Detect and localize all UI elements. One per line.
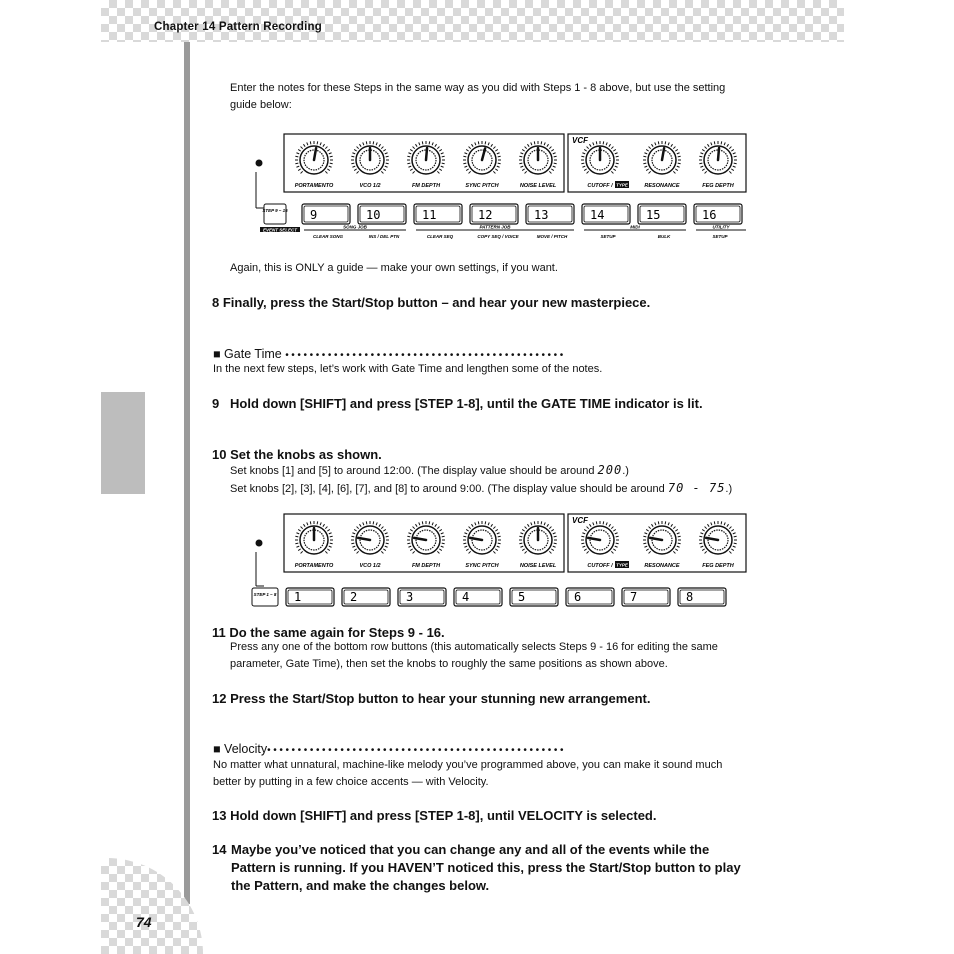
knob-label: FEG DEPTH	[702, 563, 734, 569]
knob[interactable]	[699, 521, 737, 569]
dot-leader: ••••••••••••••••••••••••••••••••••••••••••••••	[285, 350, 566, 361]
step-button-label: 3	[406, 590, 414, 604]
knob-label: FM DEPTH	[411, 183, 441, 189]
svg-text:SONG JOB: SONG JOB	[343, 224, 367, 230]
step-8: 8 Finally, press the Start/Stop button – and hear your new masterpiece.	[212, 295, 651, 310]
page-number: 74	[136, 914, 152, 930]
button-group-label	[696, 225, 746, 231]
vcf-label: VCF	[572, 136, 588, 145]
knob[interactable]	[519, 141, 557, 189]
step-9-16-button[interactable]	[264, 204, 286, 224]
velocity-desc: No matter what unnatural, machine-like melody you’ve programmed above, you can make it sound much better by putting in a few choice accents — with Velocity.	[213, 759, 723, 788]
gate-time-title: Gate Time	[224, 347, 282, 361]
step-button-11[interactable]	[414, 204, 462, 224]
step-button-label: 15	[646, 208, 661, 222]
knob-pointer	[426, 148, 427, 160]
knob-label: VCO 1/2	[359, 183, 381, 189]
button-sub-label: BULK	[657, 234, 671, 239]
panel-steps-9-16	[250, 132, 750, 244]
knob-label: CUTOFF /	[587, 183, 613, 189]
button-sub-label: CLEAR SEQ	[426, 234, 454, 239]
knob[interactable]	[463, 141, 501, 189]
chapter-title: Chapter 14 Pattern Recording	[154, 21, 322, 33]
svg-text:UTILITY: UTILITY	[712, 224, 730, 230]
step-14-number: 14	[212, 842, 227, 857]
step-button-label: 10	[366, 208, 381, 222]
step-button-label: 6	[574, 590, 582, 604]
dot-leader: •••••••••••••••••••••••••••••••••••••••••••••••••	[267, 745, 567, 756]
button-group-label	[584, 225, 686, 231]
knob[interactable]	[581, 141, 629, 189]
step-button-15[interactable]	[638, 204, 686, 224]
knob[interactable]	[463, 521, 501, 569]
step-button-7[interactable]	[622, 588, 670, 606]
knob-label: SYNC PITCH	[465, 183, 499, 189]
event-select-label: EVENT SELECT	[262, 227, 298, 233]
knob[interactable]	[699, 141, 737, 189]
step-button-label: 16	[702, 208, 717, 222]
step-button-3[interactable]	[398, 588, 446, 606]
step-button-label: 1	[294, 590, 302, 604]
step-10-line1	[230, 462, 770, 480]
button-group-label	[304, 225, 406, 231]
step-1-8-label: STEP 1 – 8	[253, 592, 277, 597]
lcd-value-200: 200	[597, 463, 623, 477]
gate-time-desc: In the next few steps, let’s work with Gate Time and lengthen some of the notes.	[213, 363, 603, 375]
panel-steps-1-8	[250, 512, 750, 612]
step-button-1[interactable]	[286, 588, 334, 606]
step-button-label: 13	[534, 208, 549, 222]
knob[interactable]	[519, 521, 557, 569]
knob[interactable]	[581, 521, 629, 569]
step-button-label: 4	[462, 590, 470, 604]
line2-text: Set knobs [2], [3], [4], [6], [7], and [8] to around 9:00. (The display value should be around	[230, 483, 668, 495]
knob-label: CUTOFF /	[587, 563, 613, 569]
step-9-number: 9	[212, 396, 220, 411]
knob-label: NOISE LEVEL	[519, 563, 557, 569]
step-button-label: 12	[478, 208, 493, 222]
step-11-title: 11 Do the same again for Steps 9 - 16.	[212, 625, 445, 640]
button-group-label	[416, 225, 574, 231]
type-badge-label: TYPE	[616, 182, 628, 188]
button-sub-label: CLEAR SONG	[312, 234, 344, 239]
knob-label: RESONANCE	[644, 183, 680, 189]
step-13: 13 Hold down [SHIFT] and press [STEP 1-8], until VELOCITY is selected.	[212, 808, 657, 823]
step-12: 12 Press the Start/Stop button to hear your stunning new arrangement.	[212, 691, 651, 706]
knob[interactable]	[351, 141, 389, 189]
knob[interactable]	[643, 521, 681, 569]
step-button-14[interactable]	[582, 204, 630, 224]
svg-text:PATTERN JOB: PATTERN JOB	[479, 224, 511, 230]
step-button-5[interactable]	[510, 588, 558, 606]
button-sub-label: SETUP	[712, 234, 728, 239]
knob-label: FEG DEPTH	[702, 183, 734, 189]
step-button-6[interactable]	[566, 588, 614, 606]
side-rule	[184, 42, 190, 904]
intro-text: Enter the notes for these Steps in the same way as you did with Steps 1 - 8 above, but use the setting guide below:	[230, 82, 726, 111]
button-sub-label: SETUP	[600, 234, 616, 239]
square-bullet-icon: ■	[213, 742, 221, 756]
knob[interactable]	[407, 521, 445, 569]
lcd-value-70-75: 70 - 75	[667, 481, 726, 495]
svg-text:MIDI: MIDI	[630, 224, 640, 230]
knob-label: NOISE LEVEL	[519, 183, 557, 189]
line2-end: .)	[725, 483, 733, 495]
step-9-16-label: STEP 9 – 16	[262, 208, 288, 213]
step-button-2[interactable]	[342, 588, 390, 606]
step-button-label: 2	[350, 590, 358, 604]
step-10-title: 10 Set the knobs as shown.	[212, 447, 382, 462]
control-panel-diagram	[250, 132, 750, 244]
led-indicator	[256, 160, 263, 167]
button-sub-label: MOVE / PITCH	[536, 234, 568, 239]
control-panel-diagram	[250, 512, 750, 612]
knob[interactable]	[351, 521, 389, 569]
step-button-9[interactable]	[302, 204, 350, 224]
step-button-label: 5	[518, 590, 526, 604]
knob[interactable]	[295, 521, 334, 569]
step-button-13[interactable]	[526, 204, 574, 224]
line1-end: .)	[622, 465, 629, 477]
knob[interactable]	[407, 141, 445, 189]
step-button-10[interactable]	[358, 204, 406, 224]
type-badge-label: TYPE	[616, 562, 628, 568]
step-button-label: 8	[686, 590, 694, 604]
knob-label: PORTAMENTO	[294, 183, 334, 189]
knob-label: RESONANCE	[644, 563, 680, 569]
guide-note: Again, this is ONLY a guide — make your own settings, if you want.	[230, 262, 558, 274]
side-tab	[101, 392, 145, 494]
knob-label: FM DEPTH	[411, 563, 441, 569]
velocity-title: Velocity	[224, 742, 268, 756]
knob[interactable]	[643, 141, 681, 189]
step-button-label: 9	[310, 208, 318, 222]
button-sub-label: COPY SEQ / VOICE	[477, 234, 519, 239]
step-10-line2	[230, 480, 770, 498]
knob-label: SYNC PITCH	[465, 563, 499, 569]
button-sub-label: INS / DEL PTN	[368, 234, 400, 239]
step-button-4[interactable]	[454, 588, 502, 606]
line1-text: Set knobs [1] and [5] to around 12:00. (The display value should be around	[230, 465, 598, 477]
step-14-text: Maybe you’ve noticed that you can change any and all of the events while the Pattern is running. If you HAVEN’T noticed this, press the Start/Stop button to play the Pattern, and make the changes below.	[231, 842, 741, 893]
knob-pointer	[718, 148, 719, 160]
step-1-8-button[interactable]	[252, 588, 278, 606]
step-button-label: 11	[422, 208, 437, 222]
knob[interactable]	[295, 141, 334, 189]
step-9-text: Hold down [SHIFT] and press [STEP 1-8], until the GATE TIME indicator is lit.	[230, 396, 703, 411]
step-button-label: 7	[630, 590, 638, 604]
knob-label: VCO 1/2	[359, 563, 381, 569]
step-button-label: 14	[590, 208, 605, 222]
knob-label: PORTAMENTO	[294, 563, 334, 569]
step-button-12[interactable]	[470, 204, 518, 224]
step-11-desc: Press any one of the bottom row buttons (this automatically selects Steps 9 - 16 for editing the same parameter, Gate Time), then set the knobs to roughly the same positions as shown above.	[230, 641, 718, 670]
square-bullet-icon: ■	[213, 347, 221, 361]
vcf-label: VCF	[572, 516, 588, 525]
step-button-8[interactable]	[678, 588, 726, 606]
step-button-16[interactable]	[694, 204, 742, 224]
led-indicator	[256, 540, 263, 547]
